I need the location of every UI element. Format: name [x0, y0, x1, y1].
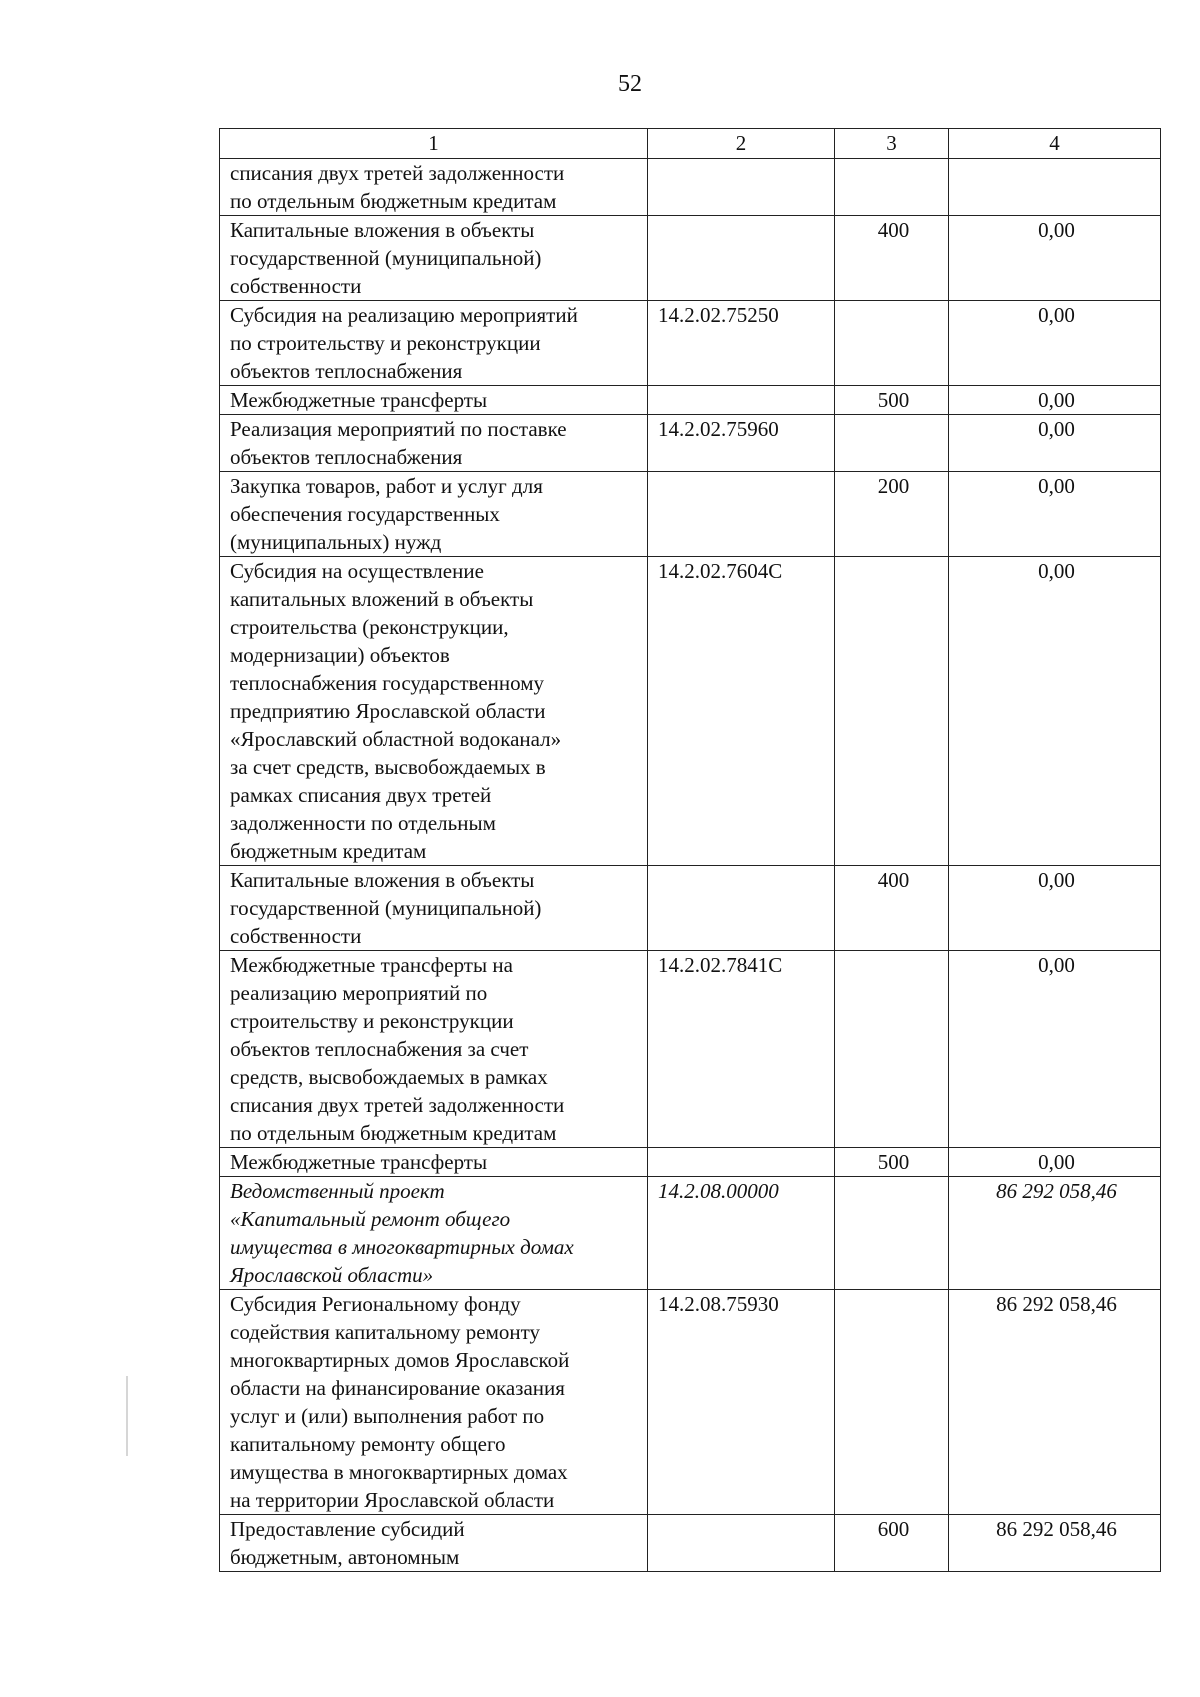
table-row	[220, 1177, 1161, 1290]
row-amount-cell: 0,00	[949, 472, 1161, 557]
table-row	[220, 159, 1161, 216]
row-name-cell: Межбюджетные трансферты	[220, 386, 648, 415]
table-row	[220, 1290, 1161, 1515]
row-name-cell: Межбюджетные трансферты	[220, 1148, 648, 1177]
row-name-cell: Капитальные вложения в объекты государственной (муниципальной) собственности	[220, 866, 648, 951]
table-row	[220, 951, 1161, 1148]
row-name-cell: Предоставление субсидий бюджетным, автономным	[220, 1515, 648, 1572]
row-kvr-cell	[835, 1290, 949, 1515]
row-amount-cell	[949, 159, 1161, 216]
budget-table	[219, 128, 1161, 1572]
table-row	[220, 557, 1161, 866]
row-name-cell: Субсидия на осуществление капитальных вложений в объекты строительства (реконструкции, модернизации) объектов теплоснабжения государственному предприятию Ярославской области «Ярославский областной водоканал» за счет средств, высвобождаемых в рамках списания двух третей задолженности по отдельным бюджетным кредитам	[220, 557, 648, 866]
row-amount-cell: 86 292 058,46	[949, 1177, 1161, 1290]
row-code-cell: 14.2.02.7841C	[648, 951, 835, 1148]
row-kvr-cell	[835, 159, 949, 216]
row-code-cell	[648, 472, 835, 557]
row-kvr-cell: 600	[835, 1515, 949, 1572]
row-name-cell: списания двух третей задолженности по отдельным бюджетным кредитам	[220, 159, 648, 216]
row-kvr-cell	[835, 951, 949, 1148]
header-row	[220, 129, 1161, 159]
row-code-cell	[648, 1148, 835, 1177]
row-code-cell: 14.2.08.75930	[648, 1290, 835, 1515]
table-row	[220, 415, 1161, 472]
row-code-cell: 14.2.02.75960	[648, 415, 835, 472]
row-kvr-cell	[835, 1177, 949, 1290]
row-name-cell: Субсидия Региональному фонду содействия капитальному ремонту многоквартирных домов Ярославской области на финансирование оказания услуг и (или) выполнения работ по капитальному ремонту общего имущества в многоквартирных домах на территории Ярославской области	[220, 1290, 648, 1515]
row-amount-cell: 0,00	[949, 951, 1161, 1148]
table-row	[220, 1515, 1161, 1572]
page-number: 52	[618, 71, 642, 97]
row-code-cell	[648, 159, 835, 216]
row-name-cell: Межбюджетные трансферты на реализацию мероприятий по строительству и реконструкции объектов теплоснабжения за счет средств, высвобождаемых в рамках списания двух третей задолженности по отдельным бюджетным кредитам	[220, 951, 648, 1148]
row-kvr-cell: 200	[835, 472, 949, 557]
row-code-cell: 14.2.02.7604C	[648, 557, 835, 866]
row-kvr-cell: 400	[835, 216, 949, 301]
header-col-3: 3	[835, 129, 949, 159]
row-name-cell: Ведомственный проект «Капитальный ремонт общего имущества в многоквартирных домах Ярославской области»	[220, 1177, 648, 1290]
row-code-cell	[648, 866, 835, 951]
row-code-cell: 14.2.08.00000	[648, 1177, 835, 1290]
row-amount-cell: 0,00	[949, 216, 1161, 301]
row-kvr-cell: 500	[835, 1148, 949, 1177]
row-amount-cell: 0,00	[949, 386, 1161, 415]
table-row	[220, 1148, 1161, 1177]
row-name-cell: Закупка товаров, работ и услуг для обеспечения государственных (муниципальных) нужд	[220, 472, 648, 557]
row-amount-cell: 0,00	[949, 1148, 1161, 1177]
row-amount-cell: 0,00	[949, 415, 1161, 472]
row-kvr-cell: 400	[835, 866, 949, 951]
row-kvr-cell	[835, 557, 949, 866]
header-col-2: 2	[648, 129, 835, 159]
row-amount-cell: 0,00	[949, 301, 1161, 386]
row-name-cell: Субсидия на реализацию мероприятий по строительству и реконструкции объектов теплоснабжения	[220, 301, 648, 386]
table-row	[220, 386, 1161, 415]
row-kvr-cell	[835, 301, 949, 386]
row-code-cell	[648, 216, 835, 301]
row-code-cell	[648, 386, 835, 415]
row-kvr-cell: 500	[835, 386, 949, 415]
row-amount-cell: 86 292 058,46	[949, 1515, 1161, 1572]
header-col-1: 1	[220, 129, 648, 159]
row-code-cell: 14.2.02.75250	[648, 301, 835, 386]
table-header	[220, 129, 1161, 159]
table-row	[220, 301, 1161, 386]
scan-artifact-line	[126, 1376, 128, 1456]
row-kvr-cell	[835, 415, 949, 472]
table-row	[220, 472, 1161, 557]
row-code-cell	[648, 1515, 835, 1572]
row-amount-cell: 0,00	[949, 557, 1161, 866]
row-amount-cell: 86 292 058,46	[949, 1290, 1161, 1515]
header-col-4: 4	[949, 129, 1161, 159]
table-row	[220, 216, 1161, 301]
table-body	[220, 159, 1161, 1572]
row-name-cell: Капитальные вложения в объекты государственной (муниципальной) собственности	[220, 216, 648, 301]
table-row	[220, 866, 1161, 951]
row-name-cell: Реализация мероприятий по поставке объектов теплоснабжения	[220, 415, 648, 472]
row-amount-cell: 0,00	[949, 866, 1161, 951]
